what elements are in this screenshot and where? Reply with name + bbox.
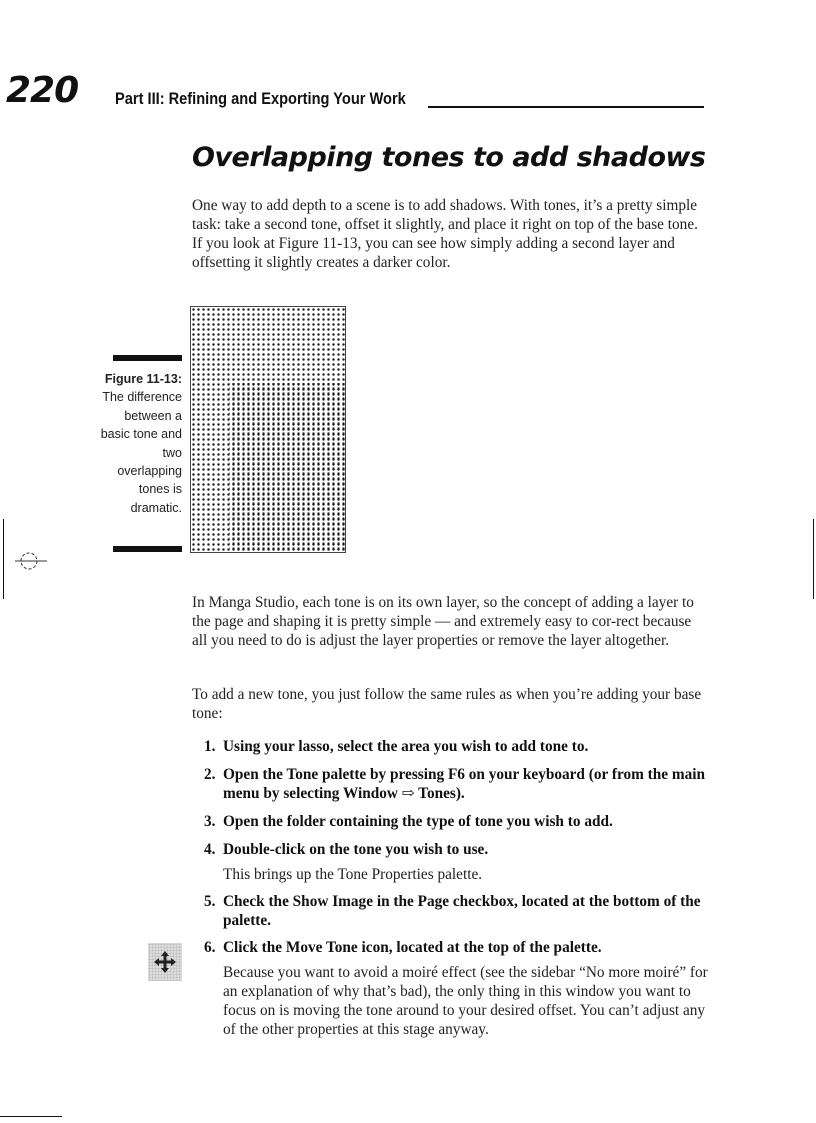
step-text: Using your lasso, select the area you wish to add tone to. [223,738,589,755]
layers-paragraph: In Manga Studio, each tone is on its own layer, so the concept of adding a layer to the page and shaping it is pretty simple — and extremely easy to cor-rect because all you need to do is adjust the layer properties or remove the layer altogether. [192,594,694,649]
step-number: 4. [204,841,216,858]
step-item [200,765,708,803]
section-title: Overlapping tones to add shadows [192,142,706,173]
step-text: Open the folder containing the type of tone you wish to add. [223,813,613,830]
move-tone-icon [148,943,182,981]
step-item [200,840,708,884]
new-tone-paragraph: To add a new tone, you just follow the same rules as when you’re adding your base tone: [192,686,702,722]
steps-list [200,737,708,1039]
registration-mark-icon [15,549,47,573]
intro-paragraph: One way to add depth to a scene is to add shadows. With tones, it’s a pretty simple task: take a second tone, offset it slightly, and place it right on top of the base tone. If you look at Figure 11-13, you can see how simply adding a second layer and offsetting it slightly creates a darker color. [192,197,698,271]
step-text: Check the Show Image in the Page checkbox, located at the bottom of the palette. [223,893,701,929]
figure-caption [100,370,182,517]
step-text: Click the Move Tone icon, located at the top of the palette. [223,939,602,956]
step-number: 1. [204,738,216,755]
figure-label: Figure 11-13: [104,372,182,386]
step-number: 2. [204,766,216,783]
move-arrows-icon [153,950,177,974]
figure-caption-text: The difference between a basic tone and two overlapping tones is dramatic. [100,390,182,515]
step-item [200,892,708,930]
step-item [200,812,708,831]
caption-rule-bottom [113,546,182,552]
step-note: Because you want to avoid a moiré effect (see the sidebar “No more moiré” for an explanation of why that’s bad), the only thing in this window you want to focus on is moving the tone around to your desired offset. You can’t adjust any of the other properties at this stage anyway. [223,964,708,1038]
running-head: Part III: Refining and Exporting Your Work [115,89,406,108]
overlapping-tone-area [229,383,345,552]
crop-mark-left [3,519,4,599]
step-text: Open the Tone palette by pressing F6 on your keyboard (or from the main menu by selecting Window ⇨ Tones). [223,766,706,802]
crop-mark-bottom [0,1116,62,1117]
caption-rule-top [113,355,182,361]
page-number: 220 [6,70,79,111]
tone-figure [190,306,346,553]
step-item [200,938,708,1039]
step-item [200,737,708,756]
step-number: 5. [204,893,216,910]
step-text: Double-click on the tone you wish to use. [223,841,489,858]
step-number: 3. [204,813,216,830]
crop-mark-right [813,519,814,599]
step-number: 6. [204,939,216,956]
header-rule [428,106,704,108]
step-note: This brings up the Tone Properties palette. [223,866,483,883]
